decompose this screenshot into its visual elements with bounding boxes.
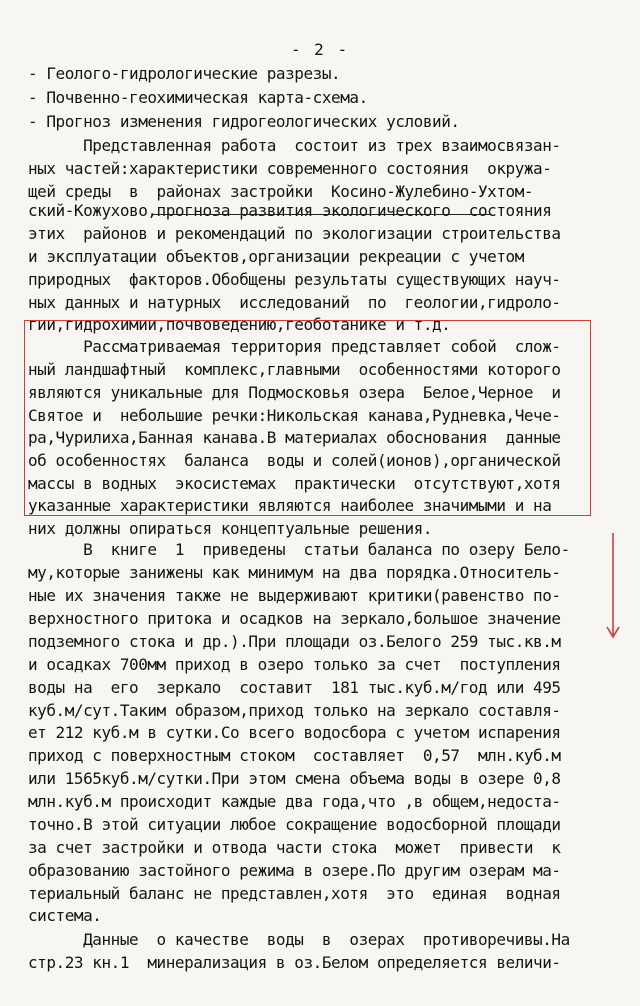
text-line: ра,Чурилиха,Банная канава.В материалах обоснования данные — [28, 428, 561, 447]
text-line: ных частей:характеристики современного состояния окружа- — [28, 159, 552, 178]
text-line: точно.В этой ситуации любое сокращение водосборной площади — [28, 815, 561, 834]
text-line: териальный баланс не представлен,хотя это единая водная — [28, 884, 561, 903]
text-line: воды на его зеркало составит 181 тыс.куб.м/год или 495 — [28, 678, 561, 697]
text-line: об особенностях баланса воды и солей(ионов),органической — [28, 451, 561, 470]
text-line: приход с поверхностным стоком составляет 0,57 млн.куб.м — [28, 746, 561, 765]
bullet-line: - Почвенно-геохимическая карта-схема. — [28, 88, 368, 107]
text-line: ный ландшафтный комплекс,главными особенностями которого — [28, 360, 561, 379]
down-arrow-icon — [603, 533, 623, 643]
text-line: система. — [28, 906, 102, 925]
text-line: являются уникальные для Подмосковья озера Белое,Черное и — [28, 383, 561, 402]
text-line: ные их значения также не выдерживают критики(равенство по- — [28, 586, 561, 605]
text-line: этих районов и рекомендаций по экологизации строительства — [28, 224, 561, 243]
text-line: стр.23 кн.1 минерализация в оз.Белом определяется величи- — [28, 953, 561, 972]
text-line: В книге 1 приведены статьи баланса по озеру Бело- — [28, 540, 570, 559]
text-line: массы в водных экосистемах практически отсутствуют,хотя — [28, 474, 561, 493]
text-line: Святое и небольшие речки:Никольская канава,Рудневка,Чече- — [28, 406, 561, 425]
text-line: них должны опираться концептуальные решения. — [28, 519, 433, 538]
text-line: щей среды в районах застройки Косино-Жулебино-Ухтом- — [28, 182, 534, 201]
text-line: и эксплуатации объектов,организации рекреации с учетом — [28, 247, 524, 266]
bullet-line: - Геолого-гидрологические разрезы. — [28, 64, 341, 83]
text-line: Представленная работа состоит из трех взаимосвязан- — [28, 136, 561, 155]
underline-mark — [152, 214, 492, 215]
text-line: Рассматриваемая территория представляет собой слож- — [28, 337, 561, 356]
text-line: образованию застойного режима в озере.По другим озерам ма- — [28, 861, 561, 880]
text-line: природных факторов.Обобщены результаты существующих науч- — [28, 270, 561, 289]
text-line: или 1565куб.м/сутки.При этом смена объема воды в озере 0,8 — [28, 769, 561, 788]
text-line: ет 212 куб.м в сутки.Со всего водосбора с учетом испарения — [28, 723, 561, 742]
text-line: и осадках 700мм приход в озеро только за счет поступления — [28, 655, 561, 674]
highlight-box — [24, 320, 591, 516]
text-line: указанные характеристики являются наиболее значимыми и на — [28, 496, 552, 515]
text-line: подземного стока и др.).При площади оз.Белого 259 тыс.кв.м — [28, 632, 561, 651]
text-line: Данные о качестве воды в озерах противоречивы.На — [28, 930, 570, 949]
bullet-line: - Прогноз изменения гидрогеологических условий. — [28, 112, 460, 131]
text-line: му,которые занижены как минимум на два порядка.Относитель- — [28, 563, 561, 582]
text-line: млн.куб.м происходит каждые два года,что ,в общем,недоста- — [28, 792, 561, 811]
text-line: за счет застройки и отвода части стока может привести к — [28, 838, 561, 857]
text-line: ский-Кожухово,прогноза развития экологического состояния — [28, 201, 552, 220]
text-line: ных данных и натурных исследований по геологии,гидроло- — [28, 293, 561, 312]
page-number: - 2 - — [290, 40, 350, 59]
text-line: куб.м/сут.Таким образом,приход только на зеркало составля- — [28, 701, 561, 720]
text-line: гии,гидрохимии,почвоведению,геоботанике и т.д. — [28, 315, 451, 334]
text-line: верхностного притока и осадков на зеркало,большое значение — [28, 609, 561, 628]
